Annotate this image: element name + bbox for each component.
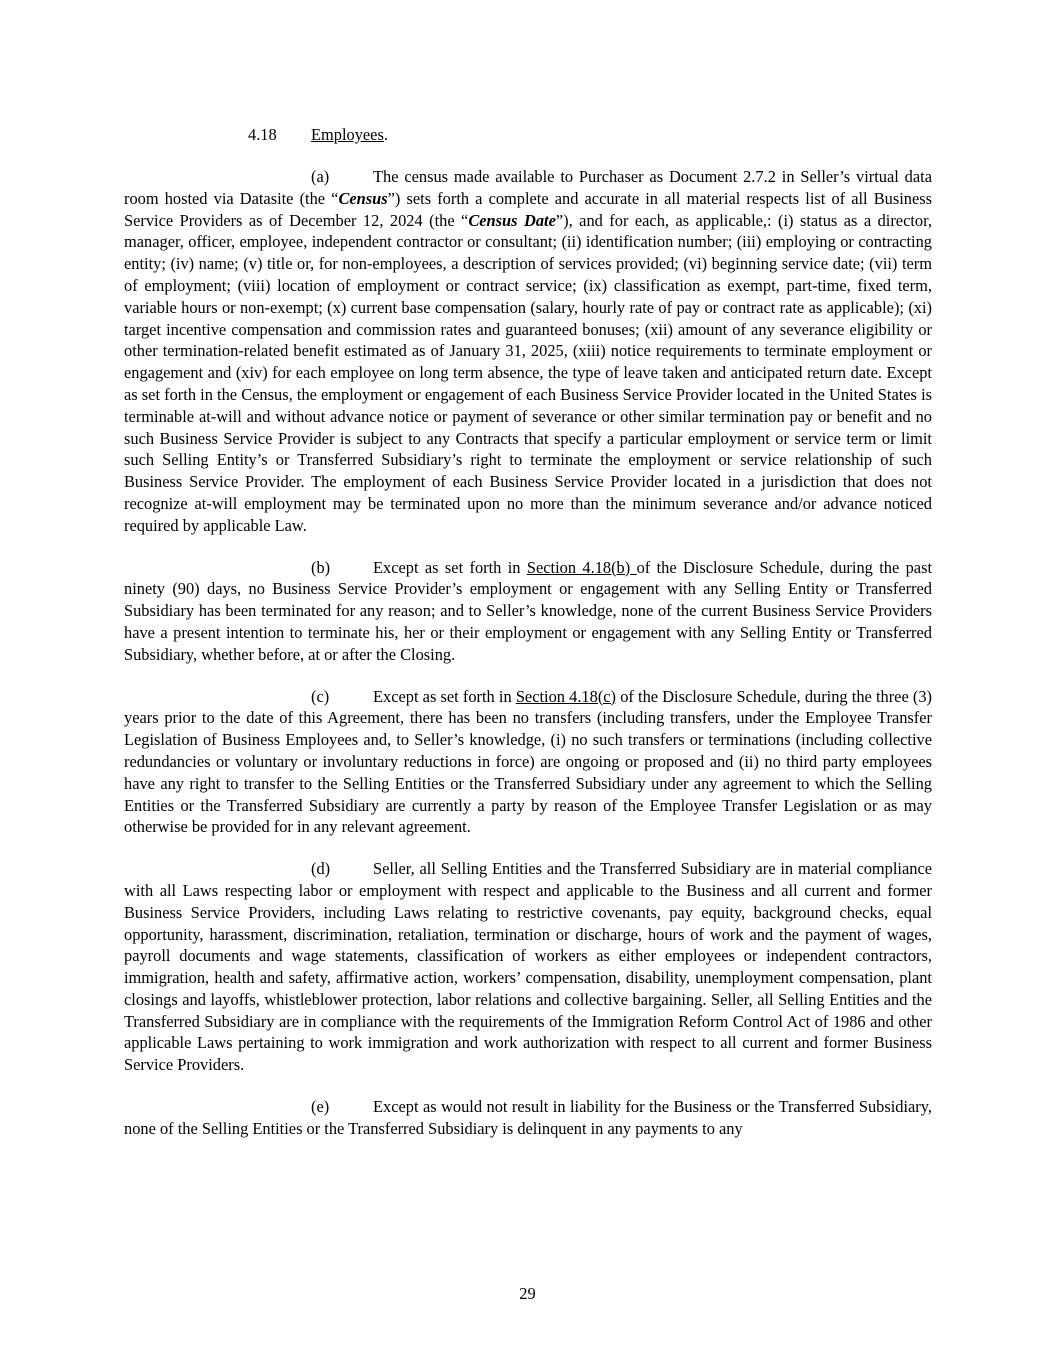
paragraph-e: [124, 1096, 932, 1140]
section-title: [311, 124, 388, 146]
paragraph-a-text-1: The census made available to Purchaser as Document 2.7.2 in Seller’s virtual data room hosted via Datasite (the “: [124, 167, 932, 208]
paragraph-c: [124, 686, 932, 839]
paragraph-b: [124, 557, 932, 666]
paragraph-a-label: (a): [311, 167, 330, 186]
paragraph-a-text-2: ”) sets forth a complete and accurate in all material respects list of all Business Service Providers as of December 12, 2024 (the “: [124, 188, 932, 230]
paragraph-c-label: (c): [311, 686, 330, 706]
paragraph-b-text-2: of the Disclosure Schedule, during the past ninety (90) days, no Business Service Provider’s employment or engagement with any Selling Entity or Transferred Subsidiary has been terminated for any reason; and to Seller’s knowledge, none of the current Business Service Providers have a present intention to terminate his, her or their employment or engagement with any Selling Entity or Transferred Subsidiary, whether before, at or after the Closing.: [124, 557, 933, 664]
paragraph-e-text: Except as would not result in liability for the Business or the Transferred Subsidiary, none of the Selling Entities or the Transferred Subsidiary is delinquent in any payments to any: [124, 1097, 932, 1138]
paragraph-b-label: (b): [311, 557, 331, 577]
paragraph-a-text-3: ”), and for each, as applicable,: (i) status as a director, manager, officer, employee, independent contractor or consultant; (ii) identification number; (iii) employing or contracting entity; (iv) name; (v) title or, for non-employees, a description of services provided; (vi) beginning service date; (vii) term of employment; (viii) location of employment or contract service; (ix) classification as exempt, part-time, fixed term, variable hours or non-exempt; (x) current base compensation (salary, hourly rate of pay or contract rate as applicable); (xi) target incentive compensation and commission rates and guaranteed bonuses; (xii) amount of any severance eligibility or other termination-related benefit estimated as of January 31, 2025, (xiii) notice requirements to terminate employment or engagement and (xiv) for each employee on long term absence, the type of leave taken and anticipated return date. Except as set forth in the Census, the employment or engagement of each Business Service Provider located in the United States is terminable at-will and without advance notice or payment of severance or other similar termination pay or benefit and no such Business Service Provider is subject to any Contracts that specify a particular employment or service term or limit such Selling Entity’s or Transferred Subsidiary’s right to terminate the employment or service relationship of such Business Service Provider. The employment of each Business Service Provider located in a jurisdiction that does not recognize at-will employment may be terminated upon no more than the minimum severance and/or advance noticed required by applicable Law.: [124, 210, 933, 535]
section-reference-4-18-b: Section 4.18(b): [526, 557, 637, 577]
paragraph-d-label: (d): [311, 859, 331, 879]
defined-term-census-date: Census Date: [468, 210, 556, 230]
paragraph-a: [124, 166, 932, 537]
paragraph-d: [124, 858, 932, 1076]
section-title-suffix: .: [383, 125, 388, 144]
section-heading: [124, 124, 932, 146]
section-title-text: Employees: [311, 125, 384, 144]
paragraph-e-label: (e): [311, 1097, 330, 1117]
paragraph-d-text: Seller, all Selling Entities and the Transferred Subsidiary are in material compliance with all Laws respecting labor or employment with respect and applicable to the Business and all current and former Business Service Providers, including Laws relating to restrictive covenants, pay equity, background checks, equal opportunity, harassment, discrimination, retaliation, termination or discharge, hours of work and the payment of wages, payroll documents and wage statements, classification of workers as either employees or independent contractors, immigration, health and safety, affirmative action, workers’ compensation, disability, unemployment compensation, plant closings and layoffs, whistleblower protection, labor relations and collective bargaining. Seller, all Selling Entities and the Transferred Subsidiary are in compliance with the requirements of the Immigration Reform Control Act of 1986 and other applicable Laws pertaining to work immigration and work authorization with respect to all current and former Business Service Providers.: [124, 859, 932, 1075]
page-number: 29: [519, 1284, 536, 1303]
document-page: [124, 124, 932, 1160]
defined-term-census: Census: [338, 188, 388, 208]
paragraph-c-text-1: Except as set forth in: [373, 686, 516, 706]
paragraph-c-text-2: of the Disclosure Schedule, during the three (3) years prior to the date of this Agreement, there has been no transfers (including transfers, under the Employee Transfer Legislation of Business Employees and, to Seller’s knowledge, (i) no such transfers or terminations (including collective redundancies or voluntary or involuntary reductions in force) are ongoing or proposed and (ii) no third party employees have any right to transfer to the Selling Entities or the Transferred Subsidiary under any agreement to which the Selling Entities or the Transferred Subsidiary are currently a party by reason of the Employee Transfer Legislation or as may otherwise be provided for in any relevant agreement.: [124, 686, 932, 837]
section-number: 4.18: [248, 125, 277, 144]
paragraph-b-text-1: Except as set forth in: [373, 557, 527, 577]
section-reference-4-18-c: Section 4.18(c): [515, 686, 617, 706]
